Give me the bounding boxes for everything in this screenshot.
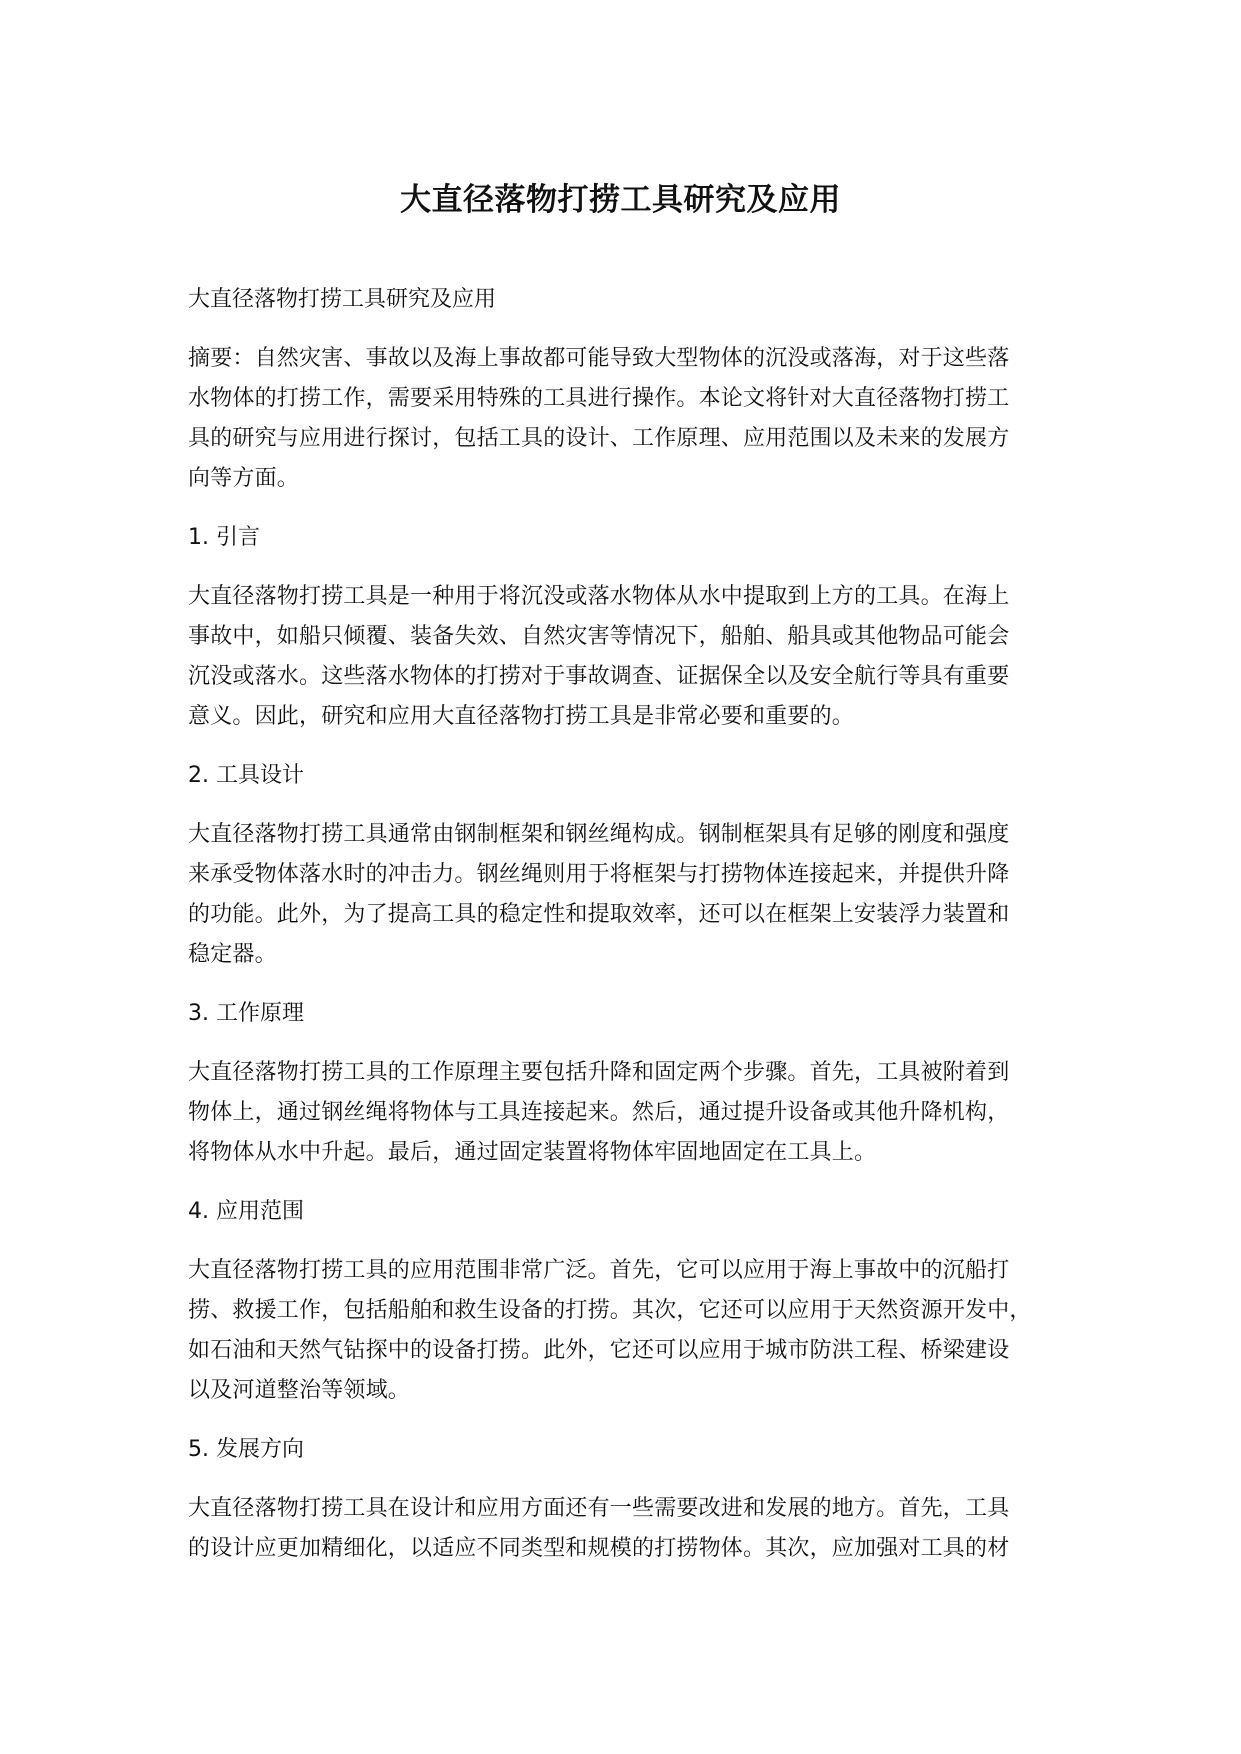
paragraph-line: 大直径落物打捞工具是一种用于将沉没或落水物体从水中提取到上方的工具。在海上: [188, 584, 1010, 609]
paragraph-line: 事故中，如船只倾覆、装备失效、自然灾害等情况下，船舶、船具或其他物品可能会: [188, 624, 1010, 649]
paragraph-line: 的设计应更加精细化，以适应不同类型和规模的打捞物体。其次，应加强对工具的材: [188, 1536, 1010, 1561]
paragraph-line: 意义。因此，研究和应用大直径落物打捞工具是非常必要和重要的。: [188, 704, 855, 729]
section-heading-tool-design: 2. 工具设计: [188, 763, 304, 788]
paragraph-line: 稳定器。: [188, 942, 277, 967]
section-heading-introduction: 1. 引言: [188, 525, 260, 550]
paragraph-line: 将物体从水中升起。最后，通过固定装置将物体牢固地固定在工具上。: [188, 1140, 877, 1165]
section-paragraph-working-principle: [188, 1053, 1068, 1173]
paragraph-line: 大直径落物打捞工具的工作原理主要包括升降和固定两个步骤。首先，工具被附着到: [188, 1060, 1010, 1085]
abstract-line: 摘要：自然灾害、事故以及海上事故都可能导致大型物体的沉没或落海，对于这些落: [188, 346, 1010, 371]
paragraph-line: 来承受物体落水时的冲击力。钢丝绳则用于将框架与打捞物体连接起来，并提供升降: [188, 862, 1010, 887]
section-heading-working-principle: 3. 工作原理: [188, 1001, 304, 1026]
section-paragraph-introduction: [188, 577, 1068, 737]
section-paragraph-development-direction: [188, 1489, 1068, 1569]
paragraph-line: 大直径落物打捞工具通常由钢制框架和钢丝绳构成。钢制框架具有足够的刚度和强度: [188, 822, 1010, 847]
paragraph-line: 的功能。此外，为了提高工具的稳定性和提取效率，还可以在框架上安装浮力装置和: [188, 902, 1010, 927]
section-heading-application-scope: 4. 应用范围: [188, 1199, 304, 1224]
document-subtitle: 大直径落物打捞工具研究及应用: [188, 287, 497, 312]
abstract-line: 具的研究与应用进行探讨，包括工具的设计、工作原理、应用范围以及未来的发展方: [188, 426, 1010, 451]
paragraph-line: 沉没或落水。这些落水物体的打捞对于事故调查、证据保全以及安全航行等具有重要: [188, 664, 1010, 689]
paragraph-line: 物体上，通过钢丝绳将物体与工具连接起来。然后，通过提升设备或其他升降机构，: [188, 1100, 1010, 1125]
section-paragraph-application-scope: [188, 1251, 1068, 1411]
abstract-line: 向等方面。: [188, 466, 300, 491]
section-paragraph-tool-design: [188, 815, 1068, 975]
document-body: [188, 280, 1068, 1588]
paragraph-line: 大直径落物打捞工具在设计和应用方面还有一些需要改进和发展的地方。首先，工具: [188, 1496, 1010, 1521]
paragraph-line: 大直径落物打捞工具的应用范围非常广泛。首先，它可以应用于海上事故中的沉船打: [188, 1258, 1010, 1283]
paragraph-line: 以及河道整治等领域。: [188, 1378, 411, 1403]
section-heading-development-direction: 5. 发展方向: [188, 1437, 304, 1462]
abstract-line: 水物体的打捞工作，需要采用特殊的工具进行操作。本论文将针对大直径落物打捞工: [188, 386, 1010, 411]
document-title: 大直径落物打捞工具研究及应用: [400, 182, 841, 218]
abstract-paragraph: [188, 339, 1068, 499]
paragraph-line: 捞、救援工作，包括船舶和救生设备的打捞。其次，它还可以应用于天然资源开发中，: [188, 1298, 1032, 1323]
paragraph-line: 如石油和天然气钻探中的设备打捞。此外，它还可以应用于城市防洪工程、桥梁建设: [188, 1338, 1010, 1363]
